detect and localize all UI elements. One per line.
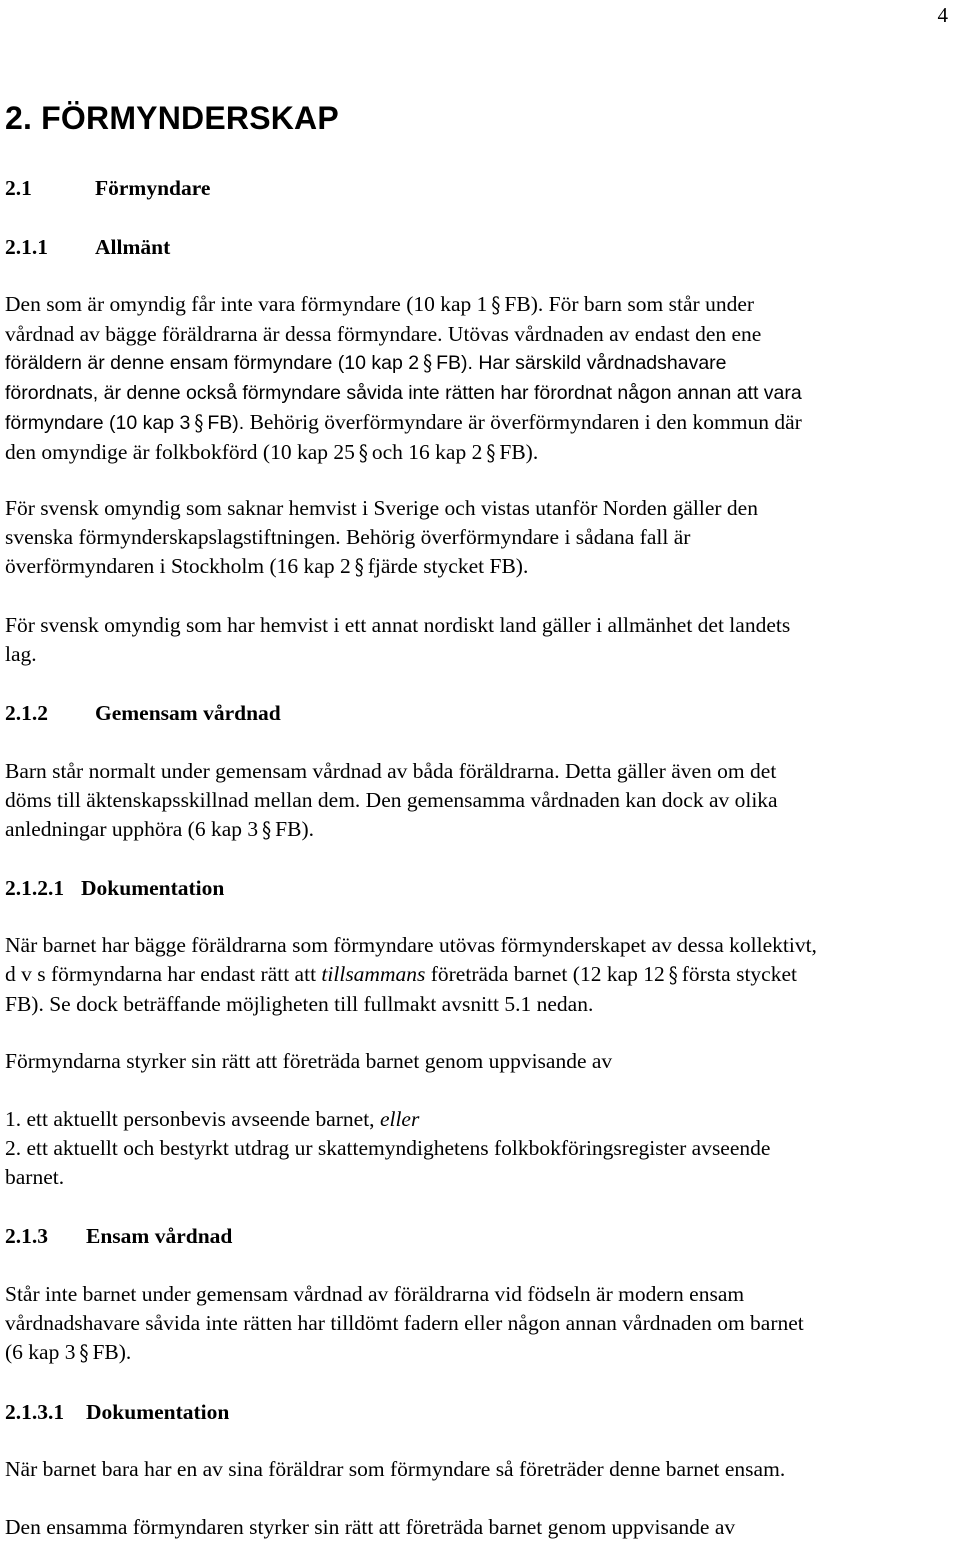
section-number: 2.1 [5,176,32,200]
documentation-list [5,1105,960,1193]
text-line: Barn står normalt under gemensam vårdnad av båda föräldrarna. Detta gäller även om det [5,759,777,783]
text-line: förordnats, är denne också förmyndare såvida inte rätten har förordnat någon annan att vara [5,381,802,404]
section-number: 2.1.1 [5,235,48,259]
section-heading-2-1-1 [5,232,170,262]
section-sign: § [358,440,368,467]
section-number: 2.1.3.1 [5,1400,65,1424]
section-title: Dokumentation [86,1400,230,1424]
section-sign: § [668,963,678,989]
text-line: vårdnad av bägge föräldrarna är dessa förmyndare. Utövas vårdnaden av endast den ene [5,322,762,347]
section-sign: § [262,818,272,844]
section-sign: § [354,555,364,581]
section-heading-2-1-3 [5,1221,232,1251]
paragraph-dokumentation-ensam-1 [5,1455,960,1484]
text-line: För svensk omyndig som saknar hemvist i Sverige och vistas utanför Norden gäller den [5,496,758,520]
text-line: föräldern är denne ensam förmyndare (10 kap 2 § FB). Har särskild vårdnadshavare [5,349,960,378]
paragraph-allmant-2 [5,494,960,583]
section-sign: § [423,351,433,377]
text-line: överförmyndaren i Stockholm (16 kap 2 § fjärde stycket FB). [5,552,960,582]
page-number: 4 [937,3,948,27]
section-title: Dokumentation [81,876,225,900]
section-title: Förmyndare [95,176,211,200]
section-number: 2.1.3 [5,1224,48,1248]
section-number: 2.1.2.1 [5,876,65,900]
text-line: När barnet har bägge föräldrarna som förmyndare utövas förmynderskapet av dessa kollektivt, [5,933,817,957]
text-line: FB). Se dock beträffande möjligheten till fullmakt avsnitt 5.1 nedan. [5,992,594,1017]
text-line: den omyndige är folkbokförd (10 kap 25 § och 16 kap 2 § FB). [5,438,960,468]
paragraph-allmant-3 [5,611,960,669]
text-line: lag. [5,642,37,667]
paragraph-dokumentation-ensam-2 [5,1513,960,1542]
text-line: d v s förmyndarna har endast rätt att tillsammans företräda barnet (12 kap 12 § första stycket [5,960,960,990]
text-line: (6 kap 3 § FB). [5,1338,960,1368]
list-item: 2. ett aktuellt och bestyrkt utdrag ur skattemyndighetens folkbokföringsregister avseende [5,1136,771,1161]
list-item-continuation: barnet. [5,1165,65,1190]
section-sign: § [79,1341,89,1367]
text-line: Står inte barnet under gemensam vårdnad av föräldrarna vid födseln är modern ensam [5,1282,745,1306]
text-line: Förmyndarna styrker sin rätt att företräda barnet genom uppvisande av [5,1049,613,1073]
paragraph-gemensam-vardnad [5,757,960,846]
text-line: döms till äktenskapsskillnad mellan dem. Den gemensamma vårdnaden kan dock av olika [5,788,778,813]
text-line: förmyndare (10 kap 3 § FB). Behörig överförmyndare är överförmyndaren i den kommun där [5,408,960,438]
text-line: vårdnadshavare såvida inte rätten har tilldömt fadern eller någon annan vårdnaden om barnet [5,1311,804,1336]
section-sign: § [491,292,501,319]
section-title: Ensam vårdnad [86,1224,233,1248]
text-line: svenska förmynderskapslagstiftningen. Behörig överförmyndare i sådana fall är [5,525,691,550]
text-line: Den ensamma förmyndaren styrker sin rätt att företräda barnet genom uppvisande av [5,1515,736,1539]
paragraph-dokumentation-2 [5,1047,960,1076]
chapter-title: 2. FÖRMYNDERSKAP [5,100,339,136]
section-title: Allmänt [95,235,171,259]
section-sign: § [194,410,204,436]
section-heading-2-1-2 [5,698,281,728]
section-title: Gemensam vårdnad [95,701,281,725]
paragraph-dokumentation-1 [5,931,960,1020]
section-sign: § [486,440,496,467]
section-heading-2-1 [5,173,210,203]
paragraph-allmant-1 [5,290,960,468]
text-line: För svensk omyndig som har hemvist i ett annat nordiskt land gäller i allmänhet det landets [5,613,791,637]
section-heading-2-1-2-1 [5,873,224,903]
section-heading-2-1-3-1 [5,1397,229,1427]
section-number: 2.1.2 [5,701,48,725]
text-line: Den som är omyndig får inte vara förmyndare (10 kap 1 § FB). För barn som står under [5,290,960,320]
text-line: anledningar upphöra (6 kap 3 § FB). [5,815,960,845]
paragraph-ensam-vardnad [5,1280,960,1369]
text-line: När barnet bara har en av sina föräldrar som förmyndare så företräder denne barnet ensam. [5,1457,786,1481]
list-item: 1. ett aktuellt personbevis avseende barnet, eller [5,1107,420,1131]
